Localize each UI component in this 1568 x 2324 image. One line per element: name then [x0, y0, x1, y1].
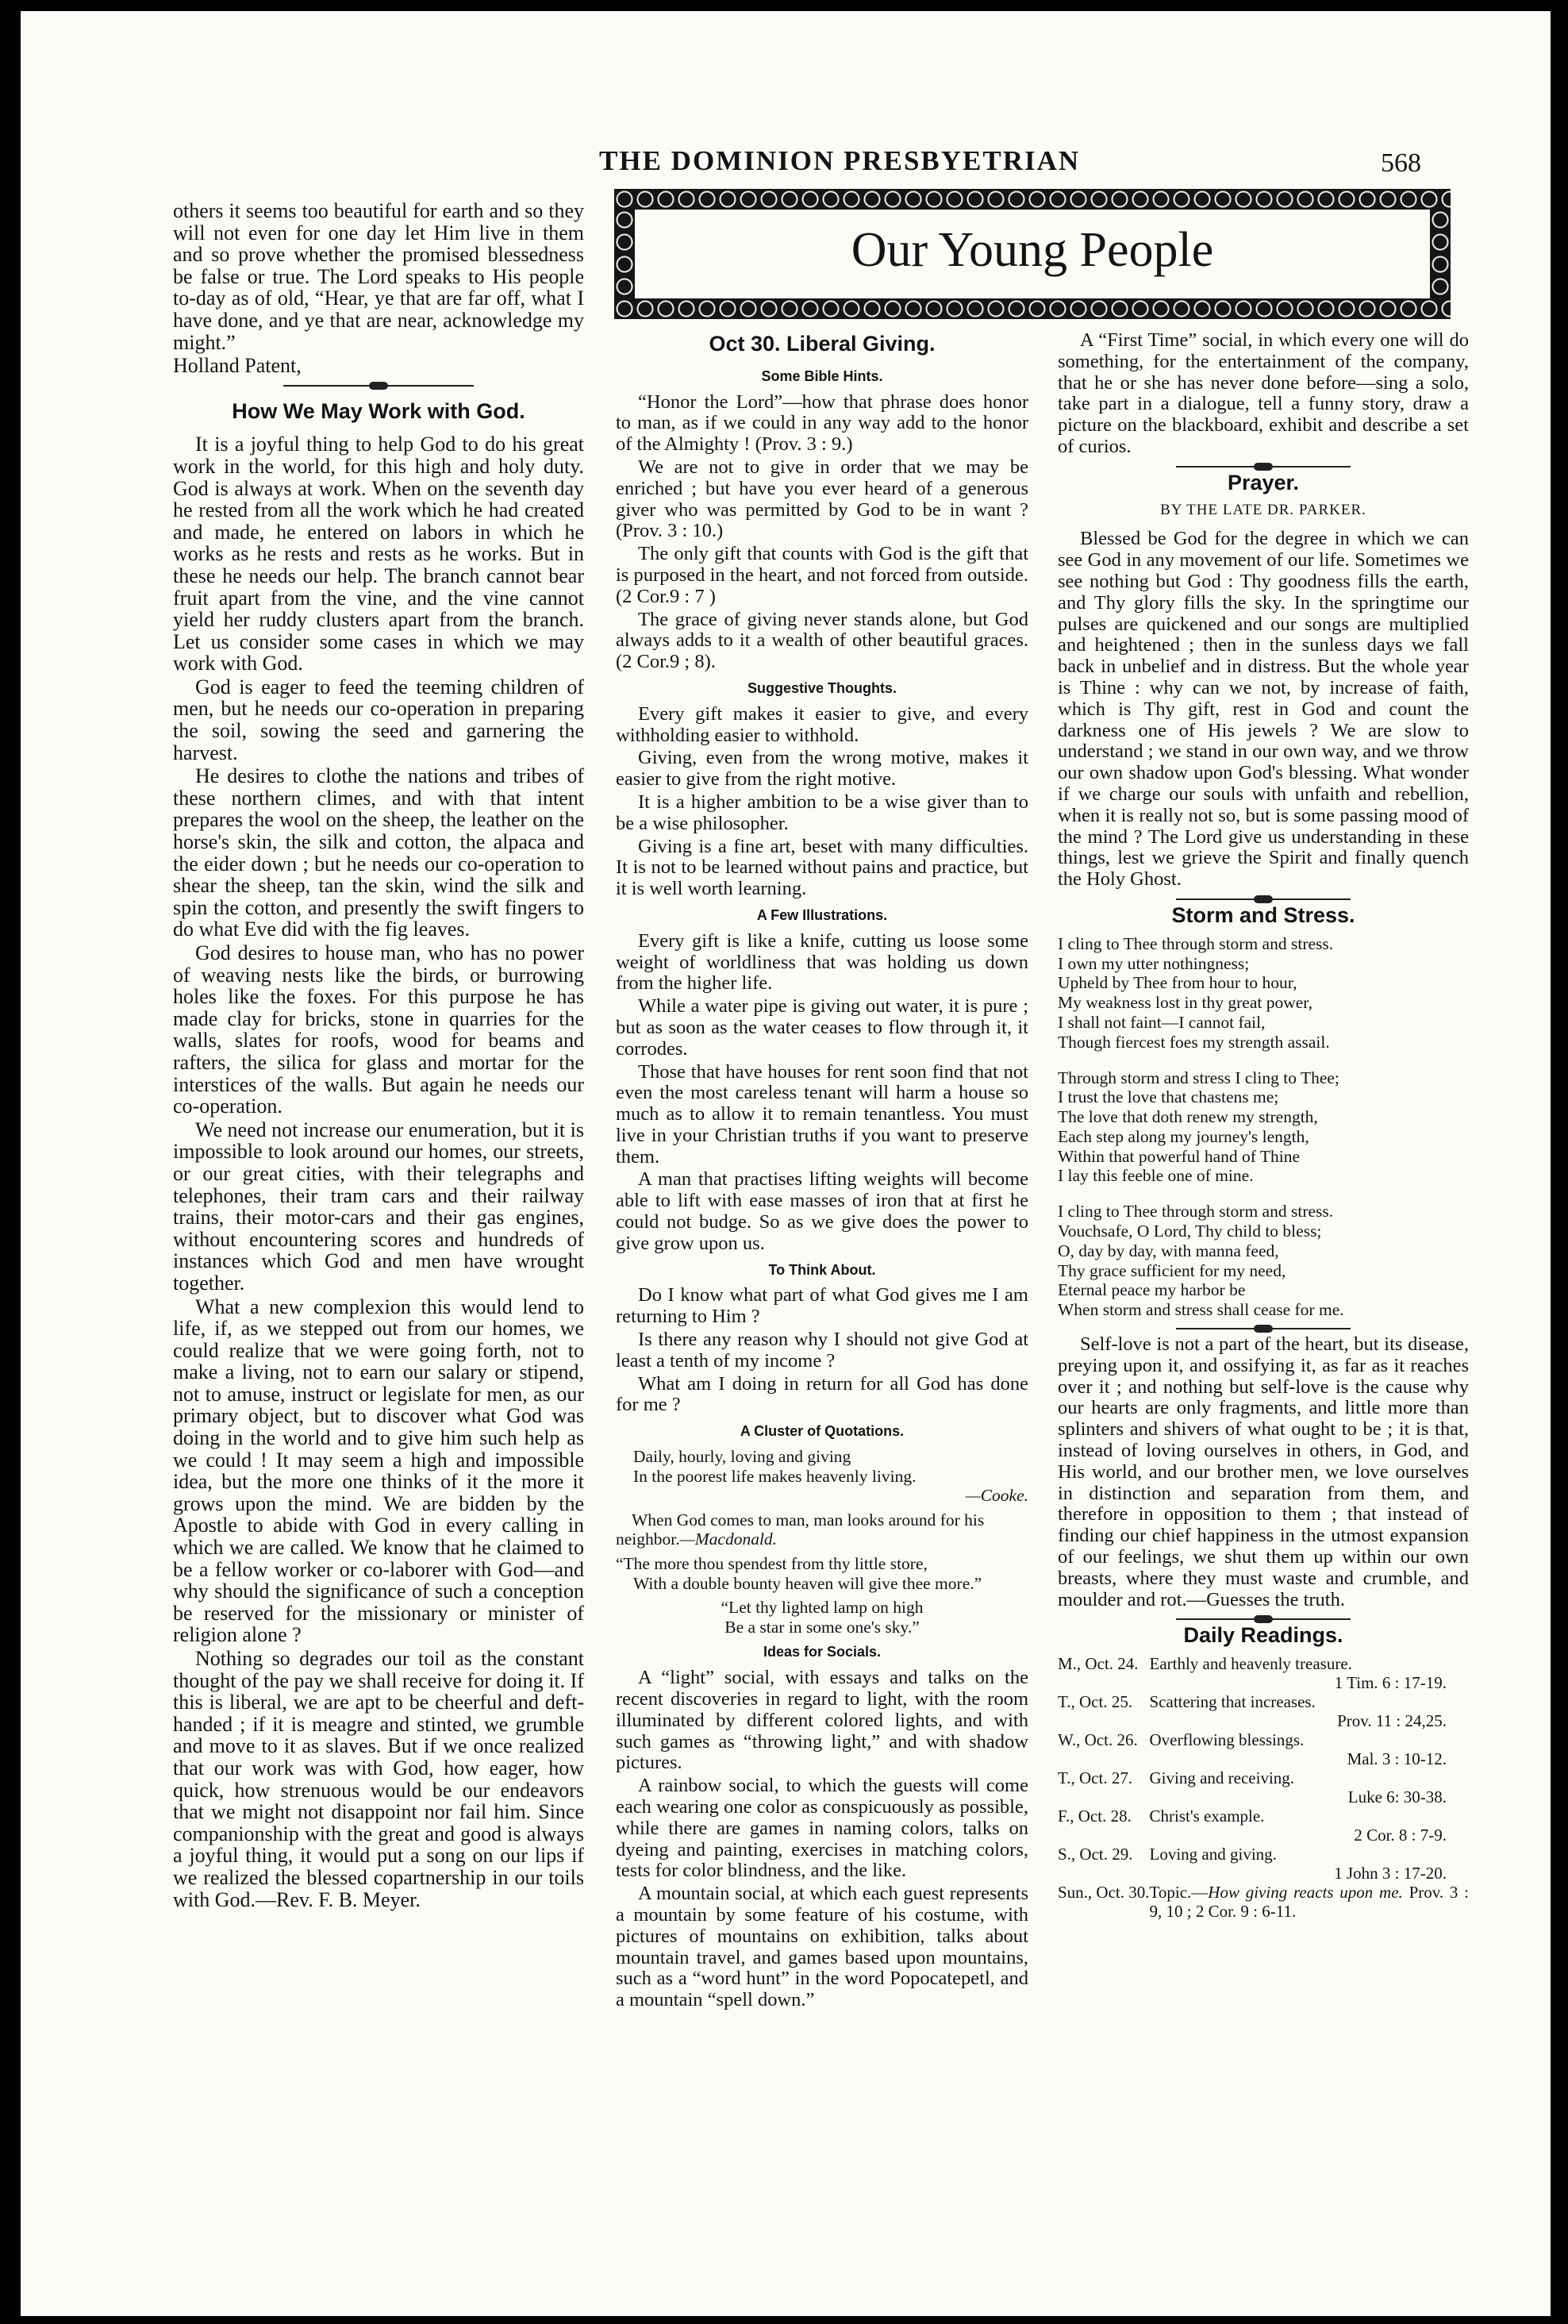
divider — [1176, 1618, 1351, 1620]
table-row — [1058, 1883, 1469, 1921]
banner-border-left — [614, 210, 635, 298]
column-1 — [173, 200, 584, 1912]
signature: Holland Patent, — [173, 354, 302, 378]
table-row — [1058, 1768, 1469, 1787]
divider — [1176, 466, 1351, 467]
reading-day: T., Oct. 27. — [1058, 1768, 1133, 1788]
poem-line: Upheld by Thee from hour to hour, — [1058, 973, 1297, 993]
reading-topic: Scattering that increases. — [1149, 1692, 1316, 1712]
reading-topic: Christ's example. — [1149, 1806, 1265, 1826]
paragraph: Nothing so degrades our toil as the constant thought of the pay we shall receive for doing it. If this is liberal, we are apt to be cheerful and deft-handed ; if it is meagre and stinted, we grumble and move to it as slaves. But if we once realized that our work was with God, how eager, how quick, how strenuous would be our endeavors that we might not disappoint nor fail him. Since companionship with the great and good is always a joyful thing, it would put a song on our lips if we realized the blessed copartnership in our toils with God.—Rev. F. B. Meyer. — [173, 1647, 584, 1911]
paragraph: What am I doing in return for all God has done for me ? — [616, 1372, 1028, 1416]
banner-title: Our Young People — [851, 223, 1214, 277]
table-row — [1058, 1845, 1469, 1864]
paragraph: While a water pipe is giving out water, it is pure ; but as soon as the water ceases to flow through it, it corrodes. — [616, 995, 1028, 1060]
quotations — [616, 1447, 1028, 1637]
section-banner — [614, 189, 1451, 319]
reading-reference: Prov. 11 : 24,25. — [1337, 1711, 1447, 1731]
paragraph: He desires to clothe the nations and tribes of these northern climes, and with that intent prepares the wool on the sheep, the leather on the horse's skin, the silk and cotton, the alpaca and the eider down ; but he needs our co-operation to shear the sheep, tan the skin, wind the silk and spin the cotton, and presently the swift fingers to do what Eve did with the fig leaves. — [173, 764, 584, 941]
banner-border-right — [1430, 210, 1451, 298]
poem-line: I trust the love that chastens me; — [1058, 1087, 1279, 1107]
table-row — [1058, 1654, 1469, 1673]
paragraph: A rainbow social, to which the guests will come each wearing one color as conspicuously as possible, while there are games in naming colors, talks on dyeing and painting, exercises in matching colors, tests for color blindness, and the like. — [616, 1775, 1028, 1882]
paragraph: Do I know what part of what God gives me I am returning to Him ? — [616, 1284, 1028, 1328]
poem-line: Though fiercest foes my strength assail. — [1058, 1032, 1330, 1052]
quote-line: Daily, hourly, loving and giving — [633, 1447, 851, 1467]
reading-day: F., Oct. 28. — [1058, 1806, 1132, 1826]
poem-line: The love that doth renew my strength, — [1058, 1107, 1318, 1127]
reading-reference: Luke 6: 30-38. — [1347, 1787, 1447, 1807]
quote-line: With a double bounty heaven will give thee more.” — [633, 1573, 982, 1593]
poem-stanza — [1058, 934, 1469, 1052]
reading-topic: Giving and receiving. — [1149, 1768, 1295, 1788]
prayer-text: Blessed be God for the degree in which we can see God in any movement of our life. Sometimes we see nothing but God : Thy goodness fills the earth, and Thy glory fills the sky. In the springtime our pulses are quickened and our songs are multiplied and heightened ; then in the sunless days we fall back in unbelief and in distress. But the whole year is Thine : why can we not, by increase of faith, which is Thy gift, rest in God and count the darkness one of His jewels ? We are slow to understand ; we stand in our own way, and we throw our own shadow upon God's blessing. What wonder if we charge our souls with unfaith and rebellion, when it is really not so, but is some passing mood of the mind ? The Lord give us understanding in these things, lest we grieve the Spirit and finally quench the Holy Ghost. — [1058, 528, 1469, 891]
prayer-heading: Prayer. — [1227, 470, 1300, 494]
paragraph: A “First Time” social, in which every one will do something, for the entertainment of the company, that he or she has never done before—sing a solo, take part in a dialogue, tell a funny story, draw a picture on the blackboard, exhibit and describe a set of curios. — [1058, 329, 1469, 457]
running-title: THE DOMINION PRESBYETRIAN — [599, 145, 1081, 176]
column-3 — [1058, 330, 1469, 1921]
paragraph: Those that have houses for rent soon find that not even the most careless tenant will harm a house so much as to allow it to remain tenantless. You must live in your Christian truths if you want to preserve them. — [616, 1060, 1028, 1168]
paragraph: A “light” social, with essays and talks on the recent discoveries in regard to light, with the room illuminated by different colored lights, and with such games as “throwing light,” and with shadow pictures. — [616, 1667, 1028, 1774]
subheading-thoughts: Suggestive Thoughts. — [747, 679, 897, 696]
subheading-bible-hints: Some Bible Hints. — [761, 367, 883, 384]
poem-heading: Storm and Stress. — [1171, 902, 1355, 927]
table-row — [1058, 1749, 1469, 1768]
reading-reference: 1 John 3 : 17-20. — [1334, 1864, 1447, 1883]
poem-stanza — [1058, 1202, 1469, 1320]
poem-line: My weakness lost in thy great power, — [1058, 993, 1312, 1013]
poem-line: Vouchsafe, O Lord, Thy child to bless; — [1058, 1222, 1322, 1241]
poem-line: I cling to Thee through storm and stress. — [1058, 933, 1334, 953]
poem-line: Within that powerful hand of Thine — [1058, 1146, 1301, 1166]
quote-line: In the poorest life makes heavenly living. — [633, 1466, 917, 1486]
table-row — [1058, 1692, 1469, 1711]
lesson-heading: Oct 30. Liberal Giving. — [709, 332, 936, 356]
table-row — [1058, 1730, 1469, 1749]
table-row — [1058, 1711, 1469, 1730]
paragraph: We need not increase our enumeration, but it is impossible to look around our homes, our streets, or our great cities, with their telegraphs and telephones, their tram cars and their railway trains, their motor-cars and their gas engines, without encountering scores and hundreds of instances which God and men have wrought together. — [173, 1118, 584, 1295]
divider — [1176, 898, 1351, 900]
paragraph: It is a joyful thing to help God to do his great work in the world, for this high and holy duty. God is always at work. When on the seventh day he rested from all the work which he had created and made, he entered on labors in which he works as he rests and rests as he works. But in these he needs our help. The branch cannot bear fruit apart from the vine, and the vine cannot yield her ruddy clusters apart from the branch. Let us consider some cases in which we may work with God. — [173, 433, 584, 675]
reading-day: T., Oct. 25. — [1058, 1692, 1133, 1712]
reading-day: Sun., Oct. 30. — [1058, 1883, 1150, 1903]
banner-border-top — [614, 189, 1451, 210]
prayer-byline: BY THE LATE DR. PARKER. — [1160, 501, 1366, 518]
paragraph: It is a higher ambition to be a wise giver than to be a wise philosopher. — [616, 791, 1028, 834]
paragraph: A mountain social, at which each guest represents a mountain by some feature of his costume, with pictures of mountains on exhibition, talks about mountain travel, and games based upon mountains, such as a “word hunt” in the word Popocatepetl, and a mountain “spell down.” — [616, 1883, 1028, 2011]
readings-heading: Daily Readings. — [1183, 1623, 1343, 1648]
subheading-think-about: To Think About. — [768, 1261, 876, 1278]
scan-border-left — [0, 0, 21, 2324]
reading-reference: Mal. 3 : 10-12. — [1347, 1749, 1447, 1769]
paragraph: Every gift is like a knife, cutting us loose some weight of worldliness that was holding us down from the higher life. — [616, 929, 1028, 995]
banner-border-bottom — [614, 298, 1451, 319]
poem-line: When storm and stress shall cease for me. — [1058, 1300, 1344, 1320]
paragraph: Giving, even from the wrong motive, makes it easier to give from the right motive. — [616, 747, 1028, 791]
quote-line: Be a star in some one's sky.” — [724, 1617, 920, 1637]
table-row — [1058, 1806, 1469, 1826]
divider — [1176, 1328, 1351, 1329]
poem-line: Each step along my journey's length, — [1058, 1126, 1309, 1146]
table-row — [1058, 1673, 1469, 1692]
reading-topic: Earthly and heavenly treasure. — [1149, 1654, 1352, 1674]
reading-reference: Prov. 3 : 9, 10 ; 2 Cor. 9 : 6-11. — [1149, 1883, 1469, 1922]
paragraph: A man that practises lifting weights will become able to lift with ease masses of iron that at first he could not budge. So as we give does the power to give grow upon us. — [616, 1168, 1028, 1254]
poem-line: Through storm and stress I cling to Thee; — [1058, 1068, 1339, 1087]
reading-day: W., Oct. 26. — [1058, 1730, 1138, 1750]
paragraph: Is there any reason why I should not give God at least a tenth of my income ? — [616, 1329, 1028, 1372]
subheading-socials: Ideas for Socials. — [763, 1644, 882, 1660]
scan-border-top — [0, 0, 1568, 11]
topic-label: Topic.— — [1149, 1883, 1209, 1903]
paragraph: Giving is a fine art, beset with many difficulties. It is not to be learned without pains and practice, but it is well worth learning. — [616, 835, 1028, 900]
poem-line: Thy grace sufficient for my need, — [1058, 1260, 1286, 1280]
quote-prose: When God comes to man, man looks around for his neighbor.—Macdonald. — [616, 1510, 985, 1549]
quote-attribution: —Cooke. — [965, 1486, 1028, 1506]
paragraph: Every gift makes it easier to give, and every withholding easier to withhold. — [616, 702, 1028, 746]
readings-table — [1058, 1654, 1469, 1921]
column-2 — [616, 327, 1028, 2013]
poem-line: Eternal peace my harbor be — [1058, 1280, 1246, 1300]
paragraph: The grace of giving never stands alone, but God always adds to it a wealth of other beautiful graces. (2 Cor.9 ; 8). — [616, 608, 1028, 673]
paragraph: “Honor the Lord”—how that phrase does honor to man, as if we could in any way add to the honor of the Almighty ! (Prov. 3 : 9.) — [616, 391, 1028, 456]
poem-line: I own my utter nothingness; — [1058, 953, 1250, 973]
poem-line: I cling to Thee through storm and stress. — [1058, 1202, 1334, 1222]
reading-reference: 1 Tim. 6 : 17-19. — [1334, 1673, 1447, 1693]
scan-border-bottom — [0, 2316, 1568, 2324]
poem-line: I lay this feeble one of mine. — [1058, 1166, 1254, 1186]
reading-topic: Overflowing blessings. — [1149, 1730, 1305, 1750]
paragraph: God is eager to feed the teeming children of men, but he needs our co-operation in preparing the soil, sowing the seed and garnering the harvest. — [173, 675, 584, 764]
paragraph: Self-love is not a part of the heart, but its disease, preying upon it, and ossifying it, as far as it reaches over it ; and nothing but self-love is the cause why our hearts are only fragments, and little more than splinters and shivers of what ought to be ; it is that, instead of loving ourselves in others, in God, and His world, and our brother men, we love ourselves in distinction and separation from them, and therefore in opposition to them ; that instead of finding our chief happiness in the utmost expansion of our feelings, we shut them up within our own breasts, where they must waste and crumble, and moulder and rot.—Guesses the truth. — [1058, 1333, 1469, 1610]
paragraph: God desires to house man, who has no power of weaving nests like the birds, or burrowing holes like the foxes. For this purpose he has made clay for bricks, stone in quarries for the walls, slates for roofs, wood for beams and rafters, the silica for glass and mortar for the interstices of the walls. But again he needs our co-operation. — [173, 941, 584, 1118]
paragraph: What a new complexion this would lend to life, if, as we stepped out from our homes, we could realize that we were going forth, not to make a living, not to earn our salary or stipend, not to amuse, instruct or legislate for men, as our primary object, but to discover what God was doing in the world and to give him such help as we could ! It may seem a high and impossible idea, but the more one thinks of it the more it grows upon the mind. We are bidden by the Apostle to abide with God in every calling in which we are called. We know that he claimed to be a fellow worker or co-laborer with God—and why should the significance of such a conception be reserved for the missionary or minister of religion alone ? — [173, 1295, 584, 1647]
poem-line: I shall not faint—I cannot fail, — [1058, 1012, 1266, 1032]
article-heading: How We May Work with God. — [232, 398, 525, 423]
subheading-quotations: A Cluster of Quotations. — [740, 1423, 905, 1440]
table-row — [1058, 1864, 1469, 1883]
quote-line: “Let thy lighted lamp on high — [721, 1598, 924, 1618]
reading-topic — [1150, 1883, 1470, 1921]
poem-stanza — [1058, 1068, 1469, 1187]
subheading-illustrations: A Few Illustrations. — [756, 906, 888, 923]
table-row — [1058, 1826, 1469, 1845]
reading-topic: Loving and giving. — [1149, 1845, 1277, 1864]
poem-line: O, day by day, with manna feed, — [1058, 1241, 1279, 1260]
quote-attribution: —Macdonald. — [679, 1529, 778, 1549]
paragraph: The only gift that counts with God is the gift that is purposed in the heart, and not forced from outside. (2 Cor.9 : 7 ) — [616, 543, 1028, 607]
page-number: 568 — [1381, 148, 1421, 178]
topic-title: How giving reacts upon me. — [1208, 1883, 1403, 1903]
quote-line: “The more thou spendest from thy little store, — [616, 1554, 928, 1574]
scan-border-right — [1551, 0, 1568, 2324]
reading-day: M., Oct. 24. — [1058, 1654, 1139, 1674]
reading-reference: 2 Cor. 8 : 7-9. — [1354, 1826, 1447, 1845]
paragraph: We are not to give in order that we may be enriched ; but have you ever heard of a generous giver who was permitted by God to be in want ? (Prov. 3 : 10.) — [616, 456, 1028, 542]
carryover-paragraph: others it seems too beautiful for earth and so they will not even for one day let Him live in them and so prove whether the promised blessedness be false or true. The Lord speaks to His people to-day as of old, “Hear, ye that are far off, what I have done, and ye that are near, acknowledge my might.” — [173, 199, 584, 354]
divider — [283, 385, 474, 387]
table-row — [1058, 1787, 1469, 1806]
reading-day: S., Oct. 29. — [1058, 1845, 1133, 1864]
